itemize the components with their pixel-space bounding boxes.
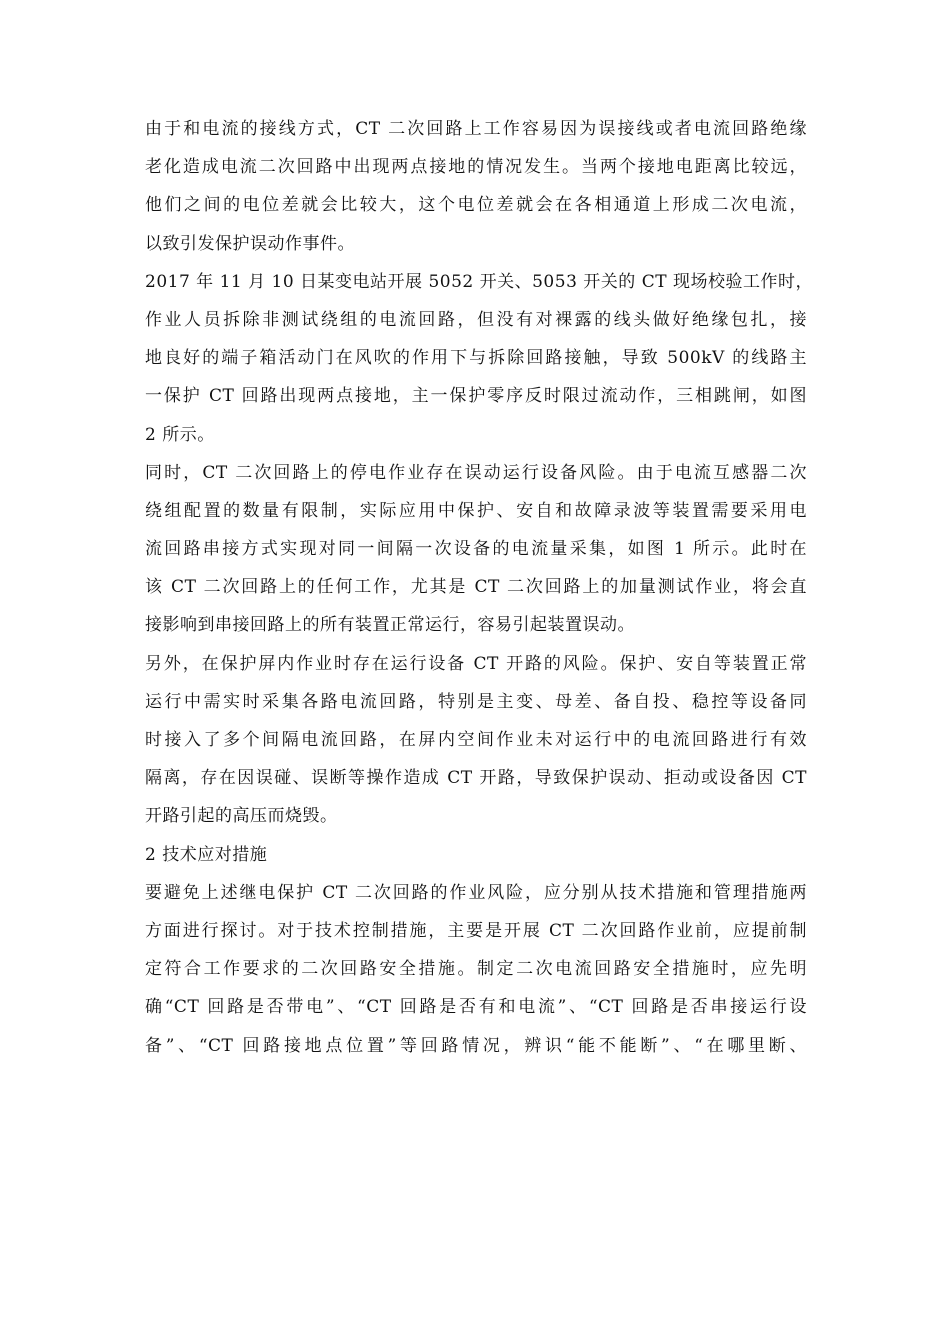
paragraph-3-line: 该 CT 二次回路上的任何工作，尤其是 CT 二次回路上的加量测试作业，将会直 [145,577,807,598]
paragraph-4-line: 时接入了多个间隔电流回路，在屏内空间作业未对运行中的电流回路进行有效 [145,730,807,750]
section-heading: 2 技术应对措施 [145,844,268,865]
paragraph-2-line: 地良好的端子箱活动门在风吹的作用下与拆除回路接触，导致 500kV 的线路主 [145,348,807,369]
paragraph-1-line: 他们之间的电位差就会比较大，这个电位差就会在各相通道上形成二次电流， [145,195,807,216]
paragraph-3-line: 绕组配置的数量有限制，实际应用中保护、安自和故障录波等装置需要采用电 [145,500,807,521]
paragraph-5-line: 确“CT 回路是否带电”、“CT 回路是否有和电流”、“CT 回路是否串接运行设 [145,997,807,1018]
paragraph-2-line: 2 所示。 [145,424,215,445]
paragraph-3-line: 流回路串接方式实现对同一间隔一次设备的电流量采集，如图 1 所示。此时在 [145,539,807,560]
paragraph-4-line: 运行中需实时采集各路电流回路，特别是主变、母差、备自投、稳控等设备同 [145,691,807,712]
paragraph-1-line: 老化造成电流二次回路中出现两点接地的情况发生。当两个接地电距离比较远， [145,157,807,178]
paragraph-5-line: 方面进行探讨。对于技术控制措施，主要是开展 CT 二次回路作业前，应提前制 [145,920,807,941]
paragraph-3-line: 接影响到串接回路上的所有装置正常运行，容易引起装置误动。 [145,615,635,636]
paragraph-4-line: 隔离，存在因误碰、误断等操作造成 CT 开路，导致保护误动、拒动或设备因 CT [145,768,807,789]
paragraph-5-line: 备”、“CT 回路接地点位置”等回路情况，辨识“能不能断”、“在哪里断、 [145,1035,807,1056]
paragraph-1-line: 由于和电流的接线方式，CT 二次回路上工作容易因为误接线或者电流回路绝缘 [145,119,807,139]
paragraph-2-line: 作业人员拆除非测试绕组的电流回路，但没有对裸露的线头做好绝缘包扎，接 [145,309,807,330]
paragraph-5-line: 定符合工作要求的二次回路安全措施。制定二次电流回路安全措施时，应先明 [145,959,807,980]
paragraph-5-line: 要避免上述继电保护 CT 二次回路的作业风险，应分别从技术措施和管理措施两 [145,882,807,903]
paragraph-4-line: 开路引起的高压而烧毁。 [145,806,338,827]
paragraph-1-line: 以致引发保护误动作事件。 [145,233,355,254]
paragraph-2-line: 一保护 CT 回路出现两点接地，主一保护零序反时限过流动作，三相跳闸，如图 [145,386,807,407]
paragraph-3-line: 同时，CT 二次回路上的停电作业存在误动运行设备风险。由于电流互感器二次 [145,462,807,483]
paragraph-2-line: 2017 年 11 月 10 日某变电站开展 5052 开关、5053 开关的 CT 现场校验工作时， [145,271,813,292]
body-text [145,110,813,1065]
paragraph-4-line: 另外，在保护屏内作业时存在运行设备 CT 开路的风险。保护、安自等装置正常 [145,653,807,674]
